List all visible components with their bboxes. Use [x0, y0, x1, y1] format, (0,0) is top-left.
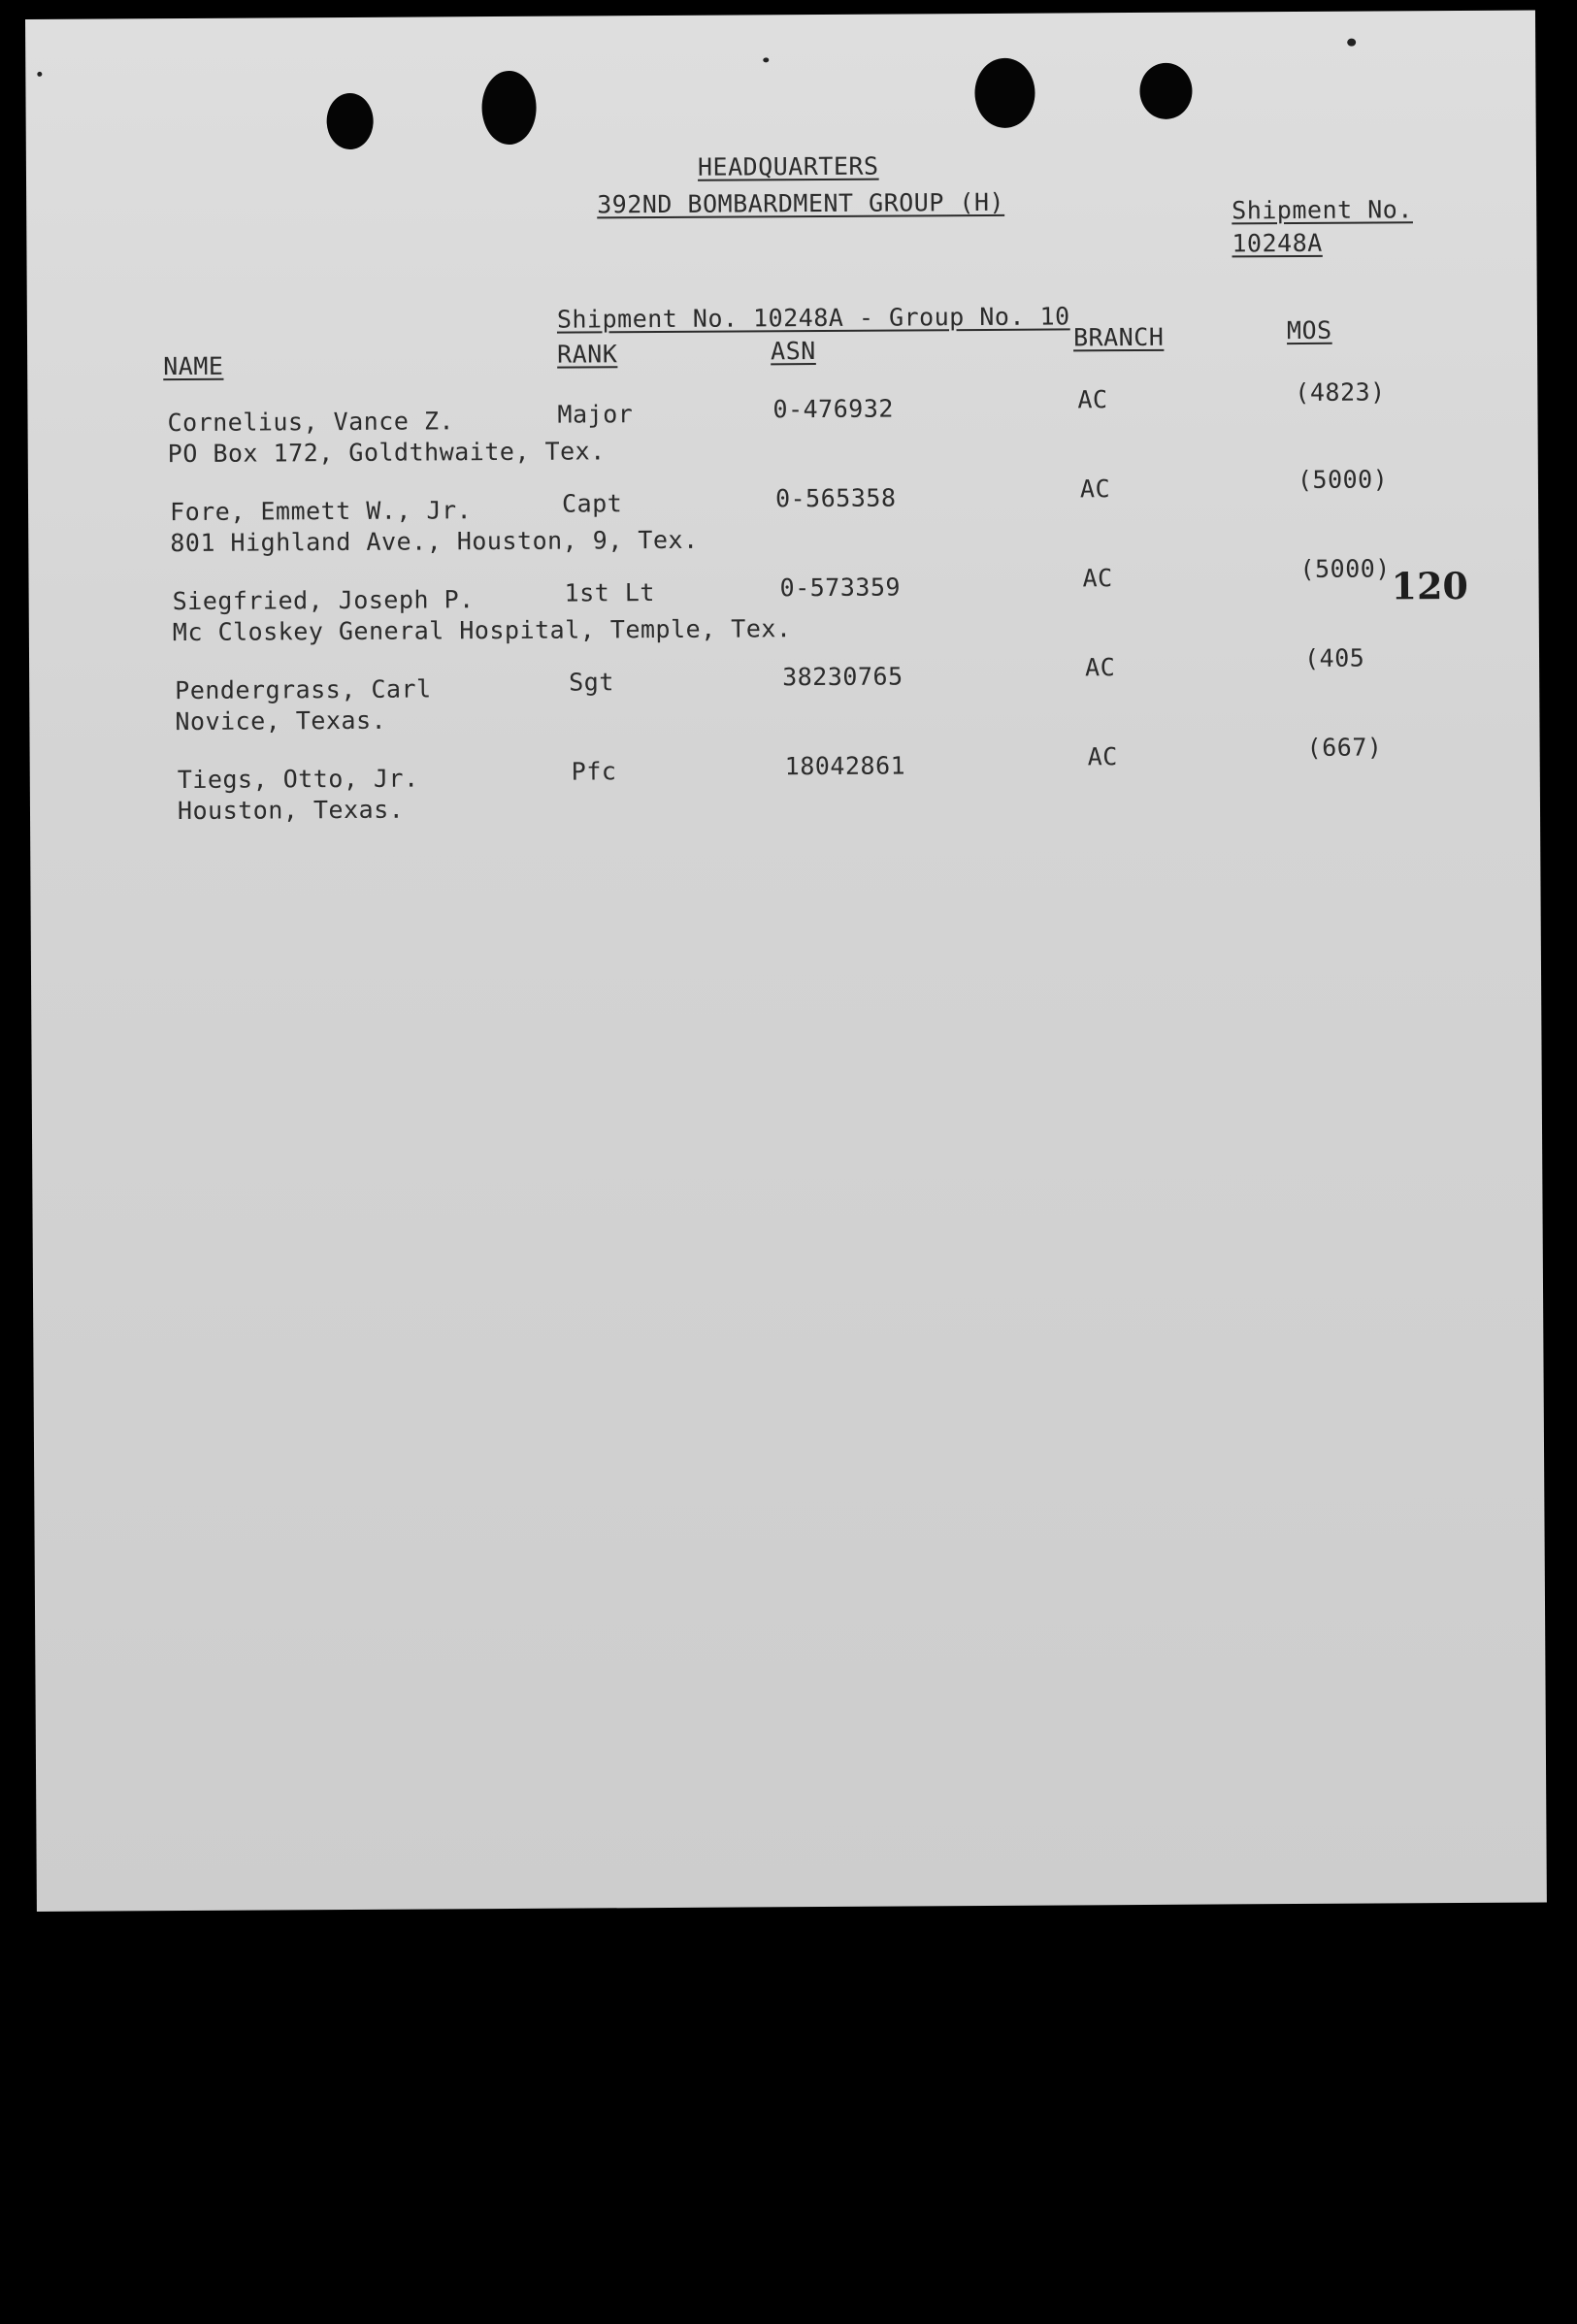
row-mos: (405: [1303, 643, 1365, 672]
group-line: Shipment No. 10248A - Group No. 10: [556, 302, 1070, 334]
header-rank: RANK: [557, 340, 618, 369]
row-address: Novice, Texas.: [175, 705, 387, 736]
row-mos: (4823): [1295, 377, 1386, 408]
row-branch: AC: [1079, 475, 1111, 504]
row-rank: 1st Lt: [564, 578, 656, 607]
punch-hole: [326, 93, 373, 149]
header-asn: ASN: [771, 337, 816, 366]
row-asn: 38230765: [782, 662, 903, 692]
row-branch: AC: [1082, 564, 1113, 593]
header-name: NAME: [163, 351, 224, 381]
row-mos: (5000): [1299, 554, 1391, 583]
row-rank: Major: [557, 400, 634, 429]
header-mos: MOS: [1286, 315, 1332, 345]
ink-speck: [1347, 39, 1356, 47]
row-address: PO Box 172, Goldthwaite, Tex.: [167, 437, 606, 469]
ink-speck: [37, 72, 42, 77]
row-mos: (5000): [1297, 465, 1389, 495]
row-branch: AC: [1085, 653, 1116, 682]
shipment-number-value: 10248A: [1232, 228, 1323, 258]
punch-hole: [1139, 63, 1192, 119]
header-line-2: 392ND BOMBARDMENT GROUP (H): [597, 187, 1005, 219]
row-address: Houston, Texas.: [177, 795, 405, 826]
row-rank: Sgt: [569, 668, 614, 697]
header-line-1: HEADQUARTERS: [697, 151, 879, 181]
row-address: Mc Closkey General Hospital, Temple, Tex.: [172, 614, 792, 647]
row-branch: AC: [1077, 385, 1108, 414]
row-asn: 18042861: [784, 751, 906, 781]
row-address: 801 Highland Ave., Houston, 9, Tex.: [170, 525, 699, 558]
row-mos: (667): [1306, 733, 1383, 762]
shipment-number-label: Shipment No.: [1232, 195, 1413, 225]
row-asn: 0-476932: [772, 394, 894, 424]
row-branch: AC: [1087, 742, 1118, 771]
page-number: 120: [1391, 563, 1469, 608]
row-name: Cornelius, Vance Z.: [167, 407, 455, 438]
row-rank: Pfc: [571, 757, 617, 786]
ink-speck: [763, 57, 769, 62]
row-name: Siegfried, Joseph P.: [172, 585, 475, 616]
row-asn: 0-565358: [774, 483, 897, 513]
row-name: Fore, Emmett W., Jr.: [170, 496, 473, 527]
row-name: Pendergrass, Carl: [175, 674, 432, 705]
punch-hole: [481, 71, 536, 145]
punch-hole: [974, 58, 1035, 128]
header-branch: BRANCH: [1072, 322, 1165, 352]
row-name: Tiegs, Otto, Jr.: [177, 764, 419, 795]
row-rank: Capt: [561, 489, 623, 518]
document-page: [25, 10, 1547, 1911]
row-asn: 0-573359: [779, 573, 902, 603]
